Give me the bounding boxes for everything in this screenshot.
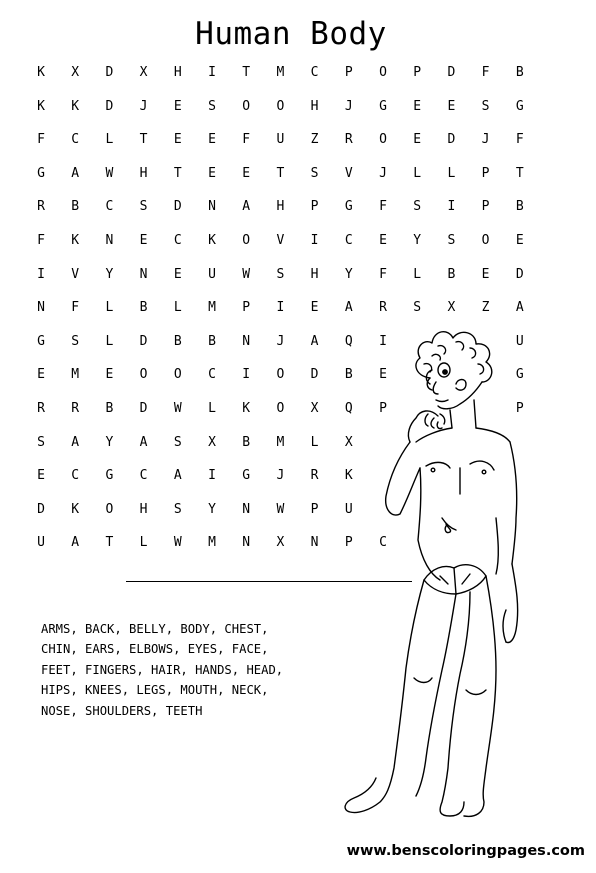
grid-letter: O xyxy=(242,233,251,248)
grid-letter: J xyxy=(481,132,490,148)
grid-letter: X xyxy=(71,65,80,80)
grid-letter: R xyxy=(71,401,80,416)
grid-letter: W xyxy=(173,401,182,416)
grid-letter: G xyxy=(105,468,114,484)
grid-letter: E xyxy=(173,266,182,282)
grid-letter: S xyxy=(208,98,216,114)
grid-letter: B xyxy=(105,401,114,416)
grid-letter: E xyxy=(379,367,387,383)
grid-letter: Q xyxy=(344,401,353,416)
grid-letter: L xyxy=(310,434,319,450)
grid-letter: H xyxy=(310,98,319,114)
grid-letter: P xyxy=(515,401,524,416)
grid-letter: O xyxy=(481,233,490,248)
grid-letter: X xyxy=(139,65,148,80)
grid-letter: R xyxy=(344,132,353,148)
grid-letter: D xyxy=(515,266,524,282)
grid-letter: W xyxy=(105,165,114,181)
grid-letter: P xyxy=(481,199,490,215)
grid-letter: X xyxy=(310,401,319,416)
grid-letter: C xyxy=(379,535,387,551)
grid-letter: B xyxy=(515,199,524,215)
grid-letter: N xyxy=(310,535,319,551)
grid-letter: C xyxy=(71,132,80,148)
grid-letter: L xyxy=(413,165,422,181)
grid-letter: C xyxy=(139,468,148,484)
grid-letter: F xyxy=(37,132,45,148)
grid-letter: Y xyxy=(105,434,114,450)
grid-letter: C xyxy=(71,468,80,484)
grid-letter: G xyxy=(37,333,45,349)
grid-letter: K xyxy=(242,401,251,416)
grid-letter: G xyxy=(242,468,251,484)
grid-letter: O xyxy=(379,132,387,148)
grid-letter: S xyxy=(276,266,285,282)
grid-letter: B xyxy=(515,65,524,80)
grid-letter: X xyxy=(344,434,353,450)
grid-letter: U xyxy=(344,501,353,517)
grid-letter: F xyxy=(515,132,524,148)
grid-letter: S xyxy=(447,233,456,248)
grid-letter: A xyxy=(71,535,80,551)
footer-url[interactable]: www.benscoloringpages.com xyxy=(346,843,585,859)
grid-letter: A xyxy=(242,199,251,215)
grid-letter: N xyxy=(242,501,251,517)
grid-letter: K xyxy=(344,468,353,484)
grid-letter: E xyxy=(139,233,148,248)
grid-letter: T xyxy=(242,65,251,80)
grid-letter: R xyxy=(379,300,387,316)
grid-letter: O xyxy=(276,367,285,383)
neck-hand-icon xyxy=(408,400,476,442)
grid-letter: C xyxy=(310,65,319,80)
grid-letter: O xyxy=(105,501,114,517)
grid-letter: O xyxy=(139,367,148,383)
grid-letter: M xyxy=(208,535,216,551)
grid-letter: E xyxy=(208,165,216,181)
grid-letter: T xyxy=(139,132,148,148)
legs-icon xyxy=(345,564,518,816)
grid-letter: B xyxy=(447,266,456,282)
fig-leaf-icon xyxy=(424,565,486,594)
grid-letter: R xyxy=(37,199,45,215)
grid-letter: L xyxy=(208,401,216,416)
word-list xyxy=(41,619,283,721)
word-list-line: HIPS, KNEES, LEGS, MOUTH, NECK, xyxy=(41,683,269,698)
grid-letter: F xyxy=(242,132,251,148)
grid-letter: Y xyxy=(413,233,422,248)
grid-letter: H xyxy=(310,266,319,282)
grid-letter: V xyxy=(344,165,353,181)
grid-letter: F xyxy=(71,300,80,316)
grid-letter: M xyxy=(208,300,216,316)
grid-letter: E xyxy=(242,165,251,181)
grid-letter: E xyxy=(481,266,490,282)
grid-letter: E xyxy=(379,233,387,248)
grid-letter: E xyxy=(515,233,524,248)
grid-letter: B xyxy=(344,367,353,383)
word-list-line: NOSE, SHOULDERS, TEETH xyxy=(41,703,203,718)
grid-letter: L xyxy=(173,300,182,316)
grid-letter: G xyxy=(515,98,524,114)
grid-letter: H xyxy=(139,501,148,517)
grid-letter: J xyxy=(276,333,285,349)
grid-letter: S xyxy=(481,98,490,114)
grid-letter: A xyxy=(173,468,182,484)
word-list-line: CHIN, EARS, ELBOWS, EYES, FACE, xyxy=(41,642,269,657)
grid-letter: E xyxy=(37,468,45,484)
grid-letter: H xyxy=(276,199,285,215)
grid-letter: K xyxy=(71,501,80,517)
grid-letter: E xyxy=(173,132,182,148)
grid-letter: T xyxy=(515,165,524,181)
grid-letter: P xyxy=(379,401,387,416)
grid-letter: P xyxy=(344,535,353,551)
grid-letter: G xyxy=(515,367,524,383)
grid-letter: J xyxy=(379,165,387,181)
grid-letter: I xyxy=(276,300,285,316)
grid-letter: E xyxy=(173,98,182,114)
grid-letter: W xyxy=(276,501,285,517)
grid-letter: C xyxy=(105,199,114,215)
grid-letter: J xyxy=(139,98,148,114)
grid-letter: G xyxy=(344,199,353,215)
grid-letter: P xyxy=(413,65,422,80)
grid-letter: U xyxy=(515,333,524,349)
grid-letter: N xyxy=(242,535,251,551)
grid-letter: S xyxy=(173,501,182,517)
grid-letter: E xyxy=(447,98,456,114)
grid-letter: Y xyxy=(105,266,114,282)
grid-letter: N xyxy=(37,300,45,316)
grid-letter: S xyxy=(310,165,319,181)
grid-letter: I xyxy=(208,468,216,484)
grid-letter: A xyxy=(310,333,319,349)
grid-letter: B xyxy=(71,199,80,215)
grid-letter: O xyxy=(242,98,251,114)
grid-letter: W xyxy=(242,266,251,282)
torso-icon xyxy=(386,428,517,580)
grid-letter: I xyxy=(37,266,45,282)
grid-letter: X xyxy=(447,300,456,316)
grid-letter: M xyxy=(276,434,285,450)
grid-letter: R xyxy=(37,401,45,416)
grid-letter: I xyxy=(208,65,216,80)
grid-letter: K xyxy=(37,65,45,80)
grid-letter: G xyxy=(37,165,45,181)
grid-letter: Q xyxy=(344,333,353,349)
grid-letter: K xyxy=(71,98,80,114)
grid-letter: X xyxy=(208,434,216,450)
grid-letter: A xyxy=(71,165,80,181)
grid-letter: K xyxy=(37,98,45,114)
grid-letter: D xyxy=(37,501,45,517)
grid-letter: L xyxy=(447,165,456,181)
grid-letter: P xyxy=(310,199,319,215)
word-list-line: ARMS, BACK, BELLY, BODY, CHEST, xyxy=(41,622,269,636)
grid-letter: F xyxy=(37,233,45,248)
grid-letter: Y xyxy=(208,501,216,517)
human-body-figure-icon xyxy=(320,318,550,840)
grid-letter: J xyxy=(344,98,353,114)
page-title: Human Body xyxy=(195,16,387,52)
word-list-line: FEET, FINGERS, HAIR, HANDS, HEAD, xyxy=(41,662,284,677)
grid-letter: A xyxy=(515,300,524,316)
grid-letter: M xyxy=(276,65,285,80)
grid-letter: A xyxy=(71,434,80,450)
grid-letter: N xyxy=(242,333,251,349)
grid-letter: V xyxy=(71,266,80,282)
grid-letter: W xyxy=(173,535,182,551)
grid-letter: T xyxy=(276,165,285,181)
grid-letter: F xyxy=(379,266,387,282)
grid-letter: B xyxy=(242,434,251,450)
grid-letter: T xyxy=(173,165,182,181)
grid-letter: V xyxy=(276,233,285,248)
grid-letter: A xyxy=(139,434,148,450)
grid-letter: E xyxy=(413,98,422,114)
grid-letter: Z xyxy=(481,300,490,316)
grid-letter: Z xyxy=(310,132,319,148)
grid-letter: E xyxy=(413,132,422,148)
grid-letter: I xyxy=(310,233,319,248)
grid-letter: E xyxy=(208,132,216,148)
grid-letter: I xyxy=(447,199,456,215)
grid-letter: L xyxy=(105,333,114,349)
grid-letter: K xyxy=(71,233,80,248)
grid-letter: T xyxy=(105,535,114,551)
grid-letter: B xyxy=(208,333,216,349)
grid-letter: U xyxy=(208,266,216,282)
grid-letter: M xyxy=(71,367,80,383)
grid-letter: D xyxy=(447,65,456,80)
grid-letter: P xyxy=(344,65,353,80)
grid-letter: U xyxy=(37,535,45,551)
grid-letter: E xyxy=(105,367,114,383)
grid-letter: O xyxy=(173,367,182,383)
grid-letter: D xyxy=(447,132,456,148)
grid-letter: E xyxy=(310,300,319,316)
grid-letter: L xyxy=(105,300,114,316)
grid-letter: P xyxy=(481,165,490,181)
grid-letter: S xyxy=(413,300,422,316)
grid-letter: D xyxy=(139,401,148,416)
grid-letter: L xyxy=(105,132,114,148)
grid-letter: O xyxy=(276,401,285,416)
grid-letter: H xyxy=(173,65,182,80)
grid-letter: S xyxy=(139,199,148,215)
grid-letter: R xyxy=(310,468,319,484)
grid-letter: H xyxy=(139,165,148,181)
grid-letter: G xyxy=(379,98,387,114)
grid-letter: F xyxy=(379,199,387,215)
grid-letter: S xyxy=(37,434,45,450)
grid-letter: O xyxy=(379,65,387,80)
grid-letter: C xyxy=(173,233,182,248)
grid-letter: D xyxy=(105,98,114,114)
grid-letter: D xyxy=(310,367,319,383)
grid-letter: L xyxy=(413,266,422,282)
grid-letter: S xyxy=(173,434,182,450)
grid-letter: B xyxy=(173,333,182,349)
grid-letter: S xyxy=(71,333,80,349)
grid-letter: F xyxy=(481,65,490,80)
grid-letter: D xyxy=(173,199,182,215)
grid-letter: A xyxy=(344,300,353,316)
grid-letter: J xyxy=(276,468,285,484)
grid-letter: P xyxy=(310,501,319,517)
grid-letter: K xyxy=(208,233,216,248)
grid-letter: E xyxy=(37,367,45,383)
grid-letter: X xyxy=(276,535,285,551)
grid-letter: B xyxy=(139,300,148,316)
grid-letter: C xyxy=(344,233,353,248)
grid-letter: C xyxy=(208,367,216,383)
grid-letter: L xyxy=(139,535,148,551)
grid-letter: S xyxy=(413,199,422,215)
grid-letter: I xyxy=(242,367,251,383)
grid-letter: Y xyxy=(344,266,353,282)
grid-letter: I xyxy=(379,333,387,349)
grid-letter: D xyxy=(139,333,148,349)
grid-letter: O xyxy=(276,98,285,114)
grid-letter: U xyxy=(276,132,285,148)
grid-letter: N xyxy=(105,233,114,248)
grid-letter: D xyxy=(105,65,114,80)
grid-letter: P xyxy=(242,300,251,316)
grid-letter: N xyxy=(139,266,148,282)
grid-letter: N xyxy=(208,199,216,215)
